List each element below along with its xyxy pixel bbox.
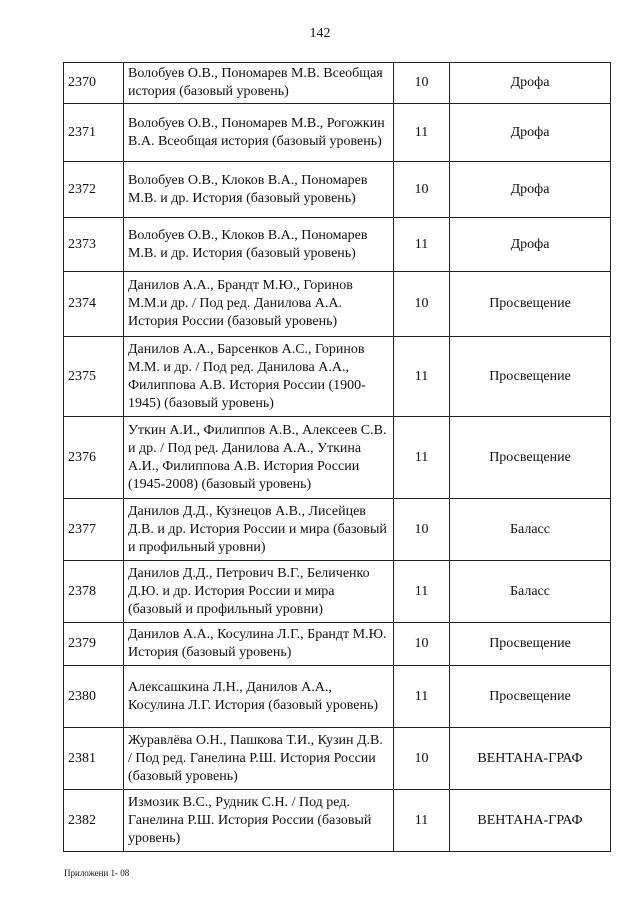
row-number: 2372 bbox=[64, 162, 124, 218]
grade: 11 bbox=[394, 104, 450, 162]
textbook-description: Данилов А.А., Барсенков А.С., Горинов М.М. и др. / Под ред. Данилова А.А., Филиппова А.В. История России (1900-1945) (базовый уровень) bbox=[124, 337, 394, 417]
textbook-table bbox=[63, 62, 611, 852]
row-number: 2382 bbox=[64, 790, 124, 852]
textbook-description: Волобуев О.В., Пономарев М.В. Всеобщая история (базовый уровень) bbox=[124, 63, 394, 104]
grade: 11 bbox=[394, 337, 450, 417]
textbook-description: Алексашкина Л.Н., Данилов А.А., Косулина Л.Г. История (базовый уровень) bbox=[124, 666, 394, 728]
footer-note: Приложени 1- 08 bbox=[64, 868, 130, 878]
textbook-description: Данилов Д.Д., Петрович В.Г., Беличенко Д.Ю. и др. История России и мира (базовый и профильный уровни) bbox=[124, 561, 394, 623]
textbook-description: Измозик В.С., Рудник С.Н. / Под ред. Ганелина Р.Ш. История России (базовый уровень) bbox=[124, 790, 394, 852]
row-number: 2379 bbox=[64, 623, 124, 666]
row-number: 2381 bbox=[64, 728, 124, 790]
table-row bbox=[64, 790, 611, 852]
publisher: Просвещение bbox=[450, 417, 611, 499]
row-number: 2376 bbox=[64, 417, 124, 499]
table-row bbox=[64, 623, 611, 666]
row-number: 2374 bbox=[64, 272, 124, 337]
table-row bbox=[64, 561, 611, 623]
table-row bbox=[64, 272, 611, 337]
publisher: Просвещение bbox=[450, 623, 611, 666]
row-number: 2380 bbox=[64, 666, 124, 728]
row-number: 2371 bbox=[64, 104, 124, 162]
publisher: Баласс bbox=[450, 561, 611, 623]
textbook-description: Данилов А.А., Брандт М.Ю., Горинов М.М.и др. / Под ред. Данилова А.А. История России (базовый уровень) bbox=[124, 272, 394, 337]
table-row bbox=[64, 337, 611, 417]
grade: 11 bbox=[394, 790, 450, 852]
textbook-description: Журавлёва О.Н., Пашкова Т.И., Кузин Д.В. / Под ред. Ганелина Р.Ш. История России (базовый уровень) bbox=[124, 728, 394, 790]
table-row bbox=[64, 63, 611, 104]
row-number: 2378 bbox=[64, 561, 124, 623]
row-number: 2377 bbox=[64, 499, 124, 561]
row-number: 2373 bbox=[64, 218, 124, 272]
textbook-description: Данилов А.А., Косулина Л.Г., Брандт М.Ю. История (базовый уровень) bbox=[124, 623, 394, 666]
textbook-description: Волобуев О.В., Клоков В.А., Пономарев М.В. и др. История (базовый уровень) bbox=[124, 218, 394, 272]
grade: 10 bbox=[394, 623, 450, 666]
table-row bbox=[64, 218, 611, 272]
table-row bbox=[64, 728, 611, 790]
publisher: Просвещение bbox=[450, 337, 611, 417]
publisher: Дрофа bbox=[450, 162, 611, 218]
grade: 10 bbox=[394, 272, 450, 337]
publisher: Дрофа bbox=[450, 63, 611, 104]
row-number: 2370 bbox=[64, 63, 124, 104]
publisher: ВЕНТАНА-ГРАФ bbox=[450, 728, 611, 790]
grade: 10 bbox=[394, 162, 450, 218]
table-row bbox=[64, 162, 611, 218]
grade: 10 bbox=[394, 728, 450, 790]
grade: 11 bbox=[394, 417, 450, 499]
publisher: Баласс bbox=[450, 499, 611, 561]
publisher: Дрофа bbox=[450, 104, 611, 162]
publisher: Дрофа bbox=[450, 218, 611, 272]
textbook-description: Волобуев О.В., Пономарев М.В., Рогожкин В.А. Всеобщая история (базовый уровень) bbox=[124, 104, 394, 162]
publisher: ВЕНТАНА-ГРАФ bbox=[450, 790, 611, 852]
textbook-description: Волобуев О.В., Клоков В.А., Пономарев М.В. и др. История (базовый уровень) bbox=[124, 162, 394, 218]
grade: 10 bbox=[394, 63, 450, 104]
grade: 11 bbox=[394, 561, 450, 623]
publisher: Просвещение bbox=[450, 272, 611, 337]
table-row bbox=[64, 666, 611, 728]
row-number: 2375 bbox=[64, 337, 124, 417]
textbook-description: Данилов Д.Д., Кузнецов А.В., Лисейцев Д.В. и др. История России и мира (базовый и профильный уровни) bbox=[124, 499, 394, 561]
grade: 11 bbox=[394, 218, 450, 272]
grade: 10 bbox=[394, 499, 450, 561]
page-number: 142 bbox=[309, 26, 331, 41]
table-row bbox=[64, 104, 611, 162]
textbook-description: Уткин А.И., Филиппов А.В., Алексеев С.В. и др. / Под ред. Данилова А.А., Уткина А.И., Филиппова А.В. История России (1945-2008) (базовый уровень) bbox=[124, 417, 394, 499]
table-row bbox=[64, 499, 611, 561]
table-row bbox=[64, 417, 611, 499]
publisher: Просвещение bbox=[450, 666, 611, 728]
grade: 11 bbox=[394, 666, 450, 728]
